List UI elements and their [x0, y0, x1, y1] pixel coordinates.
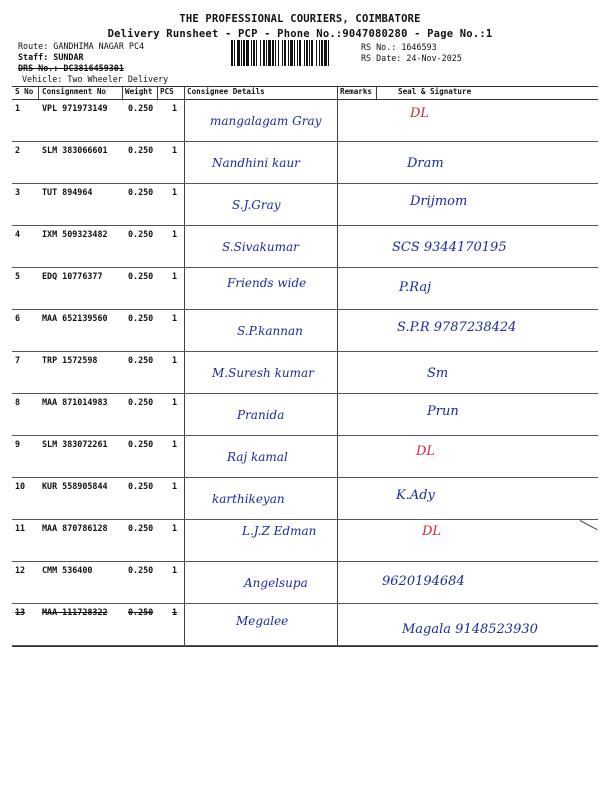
handwritten-consignee-name: Pranida [237, 408, 285, 422]
row-pcs: 1 [172, 607, 178, 617]
row-divider [337, 562, 338, 604]
row-weight: 0.250 [128, 397, 154, 407]
col-header-weight: Weight [125, 87, 153, 96]
row-pcs: 1 [172, 355, 178, 365]
col-header-consignee: Consignee Details [187, 87, 265, 96]
table-row [12, 352, 598, 394]
staff-info: Staff: SUNDAR [18, 52, 84, 62]
company-title: THE PROFESSIONAL COURIERS, COIMBATORE [179, 13, 421, 25]
row-weight: 0.250 [128, 145, 154, 155]
table-bottom-border [12, 646, 598, 647]
handwritten-consignee-name: L.J.Z Edman [242, 524, 317, 538]
handwritten-signature: Drijmom [410, 194, 468, 209]
row-divider [184, 436, 185, 478]
row-consignment-no: SLM 383066601 [42, 145, 108, 155]
route-info: Route: GANDHIMA NAGAR PC4 [18, 41, 145, 51]
row-sno: 12 [15, 565, 26, 575]
row-divider [337, 394, 338, 436]
vehicle-info: Vehicle: Two Wheeler Delivery [22, 74, 169, 84]
row-divider [337, 478, 338, 520]
row-weight: 0.250 [128, 271, 154, 281]
handwritten-consignee-name: mangalagam Gray [210, 114, 322, 128]
handwritten-consignee-name: Angelsupa [244, 576, 308, 590]
row-pcs: 1 [172, 439, 178, 449]
row-divider [337, 184, 338, 226]
handwritten-consignee-name: karthikeyan [212, 492, 285, 506]
col-divider [184, 87, 185, 99]
row-divider [184, 478, 185, 520]
row-pcs: 1 [172, 145, 178, 155]
table-row [12, 604, 598, 646]
col-header-sno: S No [15, 87, 34, 96]
row-sno: 9 [15, 439, 21, 449]
row-weight: 0.250 [128, 607, 154, 617]
row-sno: 8 [15, 397, 21, 407]
row-consignment-no: MAA 652139560 [42, 313, 108, 323]
row-divider [184, 142, 185, 184]
row-pcs: 1 [172, 565, 178, 575]
col-divider [38, 87, 39, 99]
row-consignment-no: MAA 871014983 [42, 397, 108, 407]
row-divider [337, 436, 338, 478]
row-weight: 0.250 [128, 523, 154, 533]
row-pcs: 1 [172, 313, 178, 323]
row-weight: 0.250 [128, 229, 154, 239]
row-divider [337, 100, 338, 142]
table-row [12, 100, 598, 142]
row-pcs: 1 [172, 103, 178, 113]
row-sno: 6 [15, 313, 21, 323]
row-pcs: 1 [172, 523, 178, 533]
table-row [12, 310, 598, 352]
row-sno: 2 [15, 145, 21, 155]
table-row [12, 562, 598, 604]
table-row [12, 394, 598, 436]
row-divider [337, 352, 338, 394]
handwritten-signature: K.Ady [396, 488, 435, 503]
row-pcs: 1 [172, 187, 178, 197]
handwritten-consignee-name: S.J.Gray [232, 198, 281, 212]
row-divider [184, 100, 185, 142]
table-row [12, 184, 598, 226]
row-consignment-no: KUR 558905844 [42, 481, 108, 491]
delivered-stamp: DL [416, 444, 436, 459]
handwritten-consignee-name: Megalee [236, 614, 289, 628]
row-weight: 0.250 [128, 187, 154, 197]
handwritten-consignee-name: M.Suresh kumar [212, 366, 314, 380]
col-divider [376, 87, 377, 99]
runsheet-subtitle: Delivery Runsheet - PCP - Phone No.:9047080280 - Page No.:1 [107, 28, 493, 40]
row-sno: 1 [15, 103, 21, 113]
col-header-consignment: Consignment No [42, 87, 107, 96]
runsheet-rows [12, 100, 598, 646]
col-divider [157, 87, 158, 99]
table-row [12, 436, 598, 478]
col-divider [337, 87, 338, 99]
row-pcs: 1 [172, 271, 178, 281]
row-sno: 5 [15, 271, 21, 281]
handwritten-signature: Prun [427, 404, 459, 419]
delivered-stamp: DL [410, 106, 430, 121]
row-divider [184, 268, 185, 310]
table-row [12, 520, 598, 562]
row-sno: 10 [15, 481, 26, 491]
handwritten-consignee-name: Nandhini kaur [212, 156, 300, 170]
row-weight: 0.250 [128, 313, 154, 323]
row-sno: 4 [15, 229, 21, 239]
delivered-stamp: DL [422, 524, 442, 539]
row-weight: 0.250 [128, 103, 154, 113]
handwritten-signature: SCS 9344170195 [392, 240, 507, 255]
row-consignment-no: VPL 971973149 [42, 103, 108, 113]
row-divider [184, 394, 185, 436]
col-header-pcs: PCS [160, 87, 174, 96]
handwritten-consignee-name: Raj kamal [227, 450, 288, 464]
col-divider [122, 87, 123, 99]
table-row [12, 268, 598, 310]
row-sno: 11 [15, 523, 26, 533]
row-divider [184, 226, 185, 268]
row-sno: 13 [15, 607, 26, 617]
row-sno: 3 [15, 187, 21, 197]
row-divider [337, 142, 338, 184]
row-divider [184, 184, 185, 226]
table-row [12, 142, 598, 184]
rs-date: RS Date: 24-Nov-2025 [361, 53, 462, 63]
col-header-remarks: Remarks [340, 87, 373, 96]
row-consignment-no: CMM 536400 [42, 565, 93, 575]
rs-number: RS No.: 1646593 [361, 42, 437, 52]
row-consignment-no: TUT 894964 [42, 187, 93, 197]
drs-info: DRS No.: DC3816459301 [18, 63, 124, 73]
row-divider [337, 520, 338, 562]
row-divider [184, 562, 185, 604]
row-sno: 7 [15, 355, 21, 365]
barcode [231, 40, 357, 66]
row-consignment-no: TRP 1572598 [42, 355, 98, 365]
handwritten-consignee-name: S.P.kannan [237, 324, 303, 338]
row-divider [337, 604, 338, 646]
row-consignment-no: SLM 383072261 [42, 439, 108, 449]
handwritten-consignee-name: Friends wide [227, 276, 307, 290]
handwritten-consignee-name: S.Sivakumar [222, 240, 299, 254]
handwritten-signature: S.P.R 9787238424 [397, 320, 517, 335]
row-divider [184, 520, 185, 562]
table-row [12, 478, 598, 520]
handwritten-signature: Dram [407, 156, 444, 171]
row-consignment-no: MAA 111728322 [42, 607, 108, 617]
row-pcs: 1 [172, 229, 178, 239]
row-divider [337, 226, 338, 268]
col-header-seal: Seal & Signature [398, 87, 472, 96]
row-pcs: 1 [172, 397, 178, 407]
row-weight: 0.250 [128, 481, 154, 491]
row-divider [337, 268, 338, 310]
handwritten-signature: Magala 9148523930 [402, 622, 538, 637]
handwritten-signature: P.Raj [399, 280, 432, 295]
row-weight: 0.250 [128, 565, 154, 575]
row-divider [184, 604, 185, 646]
table-row [12, 226, 598, 268]
row-divider [184, 310, 185, 352]
row-consignment-no: IXM 509323482 [42, 229, 108, 239]
row-divider [184, 352, 185, 394]
handwritten-signature: Sm [427, 366, 449, 381]
row-weight: 0.250 [128, 439, 154, 449]
row-pcs: 1 [172, 481, 178, 491]
row-consignment-no: MAA 870786128 [42, 523, 108, 533]
row-weight: 0.250 [128, 355, 154, 365]
row-consignment-no: EDQ 10776377 [42, 271, 103, 281]
handwritten-signature: 9620194684 [382, 574, 465, 589]
row-divider [337, 310, 338, 352]
